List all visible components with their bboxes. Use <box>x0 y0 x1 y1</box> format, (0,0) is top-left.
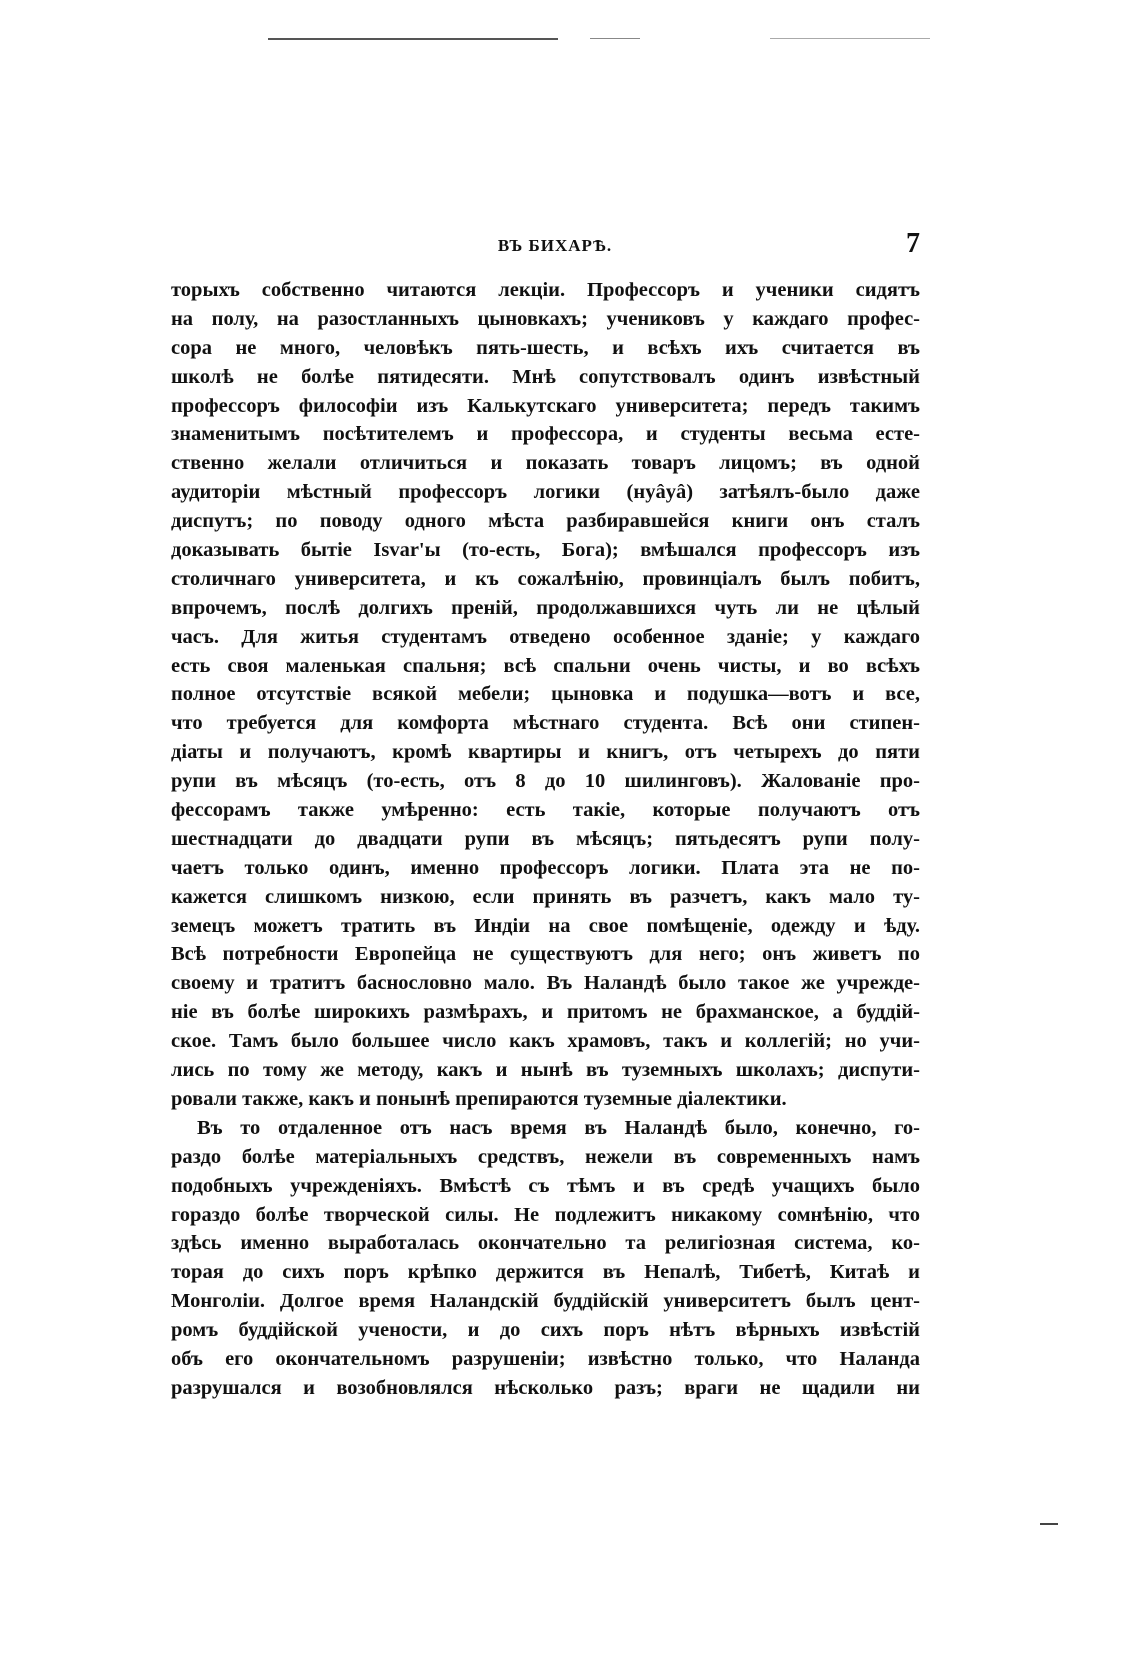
text-line: лись по тому же методу, какъ и нынѣ въ туземныхъ школахъ; диспути- <box>171 1059 920 1082</box>
text-line: Въ то отдаленное отъ насъ время въ Наландѣ было, конечно, го- <box>197 1116 920 1139</box>
top-rule-mid <box>590 38 640 39</box>
text-line: чаетъ только одинъ, именно профессоръ логики. Плата эта не по- <box>171 856 920 879</box>
text-line: фессорамъ также умѣренно: есть такіе, которые получаютъ отъ <box>171 799 920 822</box>
text-line: что требуется для комфорта мѣстнаго студента. Всѣ они стипен- <box>171 712 920 735</box>
text-line: впрочемъ, послѣ долгихъ преній, продолжавшихся чуть ли не цѣлый <box>171 596 920 619</box>
text-line: диспутъ; по поводу одного мѣста разбиравшейся книги онъ сталъ <box>171 510 920 533</box>
text-line: подобныхъ учрежденіяхъ. Вмѣстѣ съ тѣмъ и въ средѣ учащихъ было <box>171 1174 920 1197</box>
text-line: школѣ не болѣе пятидесяти. Мнѣ сопутствовалъ одинъ извѣстный <box>171 365 920 388</box>
text-line: Монголіи. Долгое время Наландскій буддійскій университетъ былъ цент- <box>171 1290 920 1313</box>
text-line: профессоръ философіи изъ Калькутскаго университета; передъ такимъ <box>171 394 920 417</box>
text-line: разрушался и возобновлялся нѣсколько разъ; враги не щадили ни <box>171 1376 920 1399</box>
text-line: ровали также, какъ и понынѣ препираются туземные діалектики. <box>171 1087 787 1110</box>
text-line: знаменитымъ посѣтителемъ и профессора, и студенты весьма есте- <box>171 423 920 446</box>
text-line: раздо болѣе матеріальныхъ средствъ, нежели въ современныхъ намъ <box>171 1145 920 1168</box>
text-line: торая до сихъ поръ крѣпко держится въ Непалѣ, Тибетѣ, Китаѣ и <box>171 1261 920 1284</box>
running-header: ВЪ БИХАРѢ. <box>497 236 613 255</box>
text-line: ніе въ болѣе широкихъ размѣрахъ, и притомъ не брахманское, а буддій- <box>171 1001 920 1024</box>
text-line: кажется слишкомъ низкою, если принять въ разчетъ, какъ мало ту- <box>171 885 920 908</box>
paragraph-2 <box>171 1114 920 1403</box>
text-line: часъ. Для житья студентамъ отведено особенное зданіе; у каждаго <box>171 625 920 648</box>
text-line: шестнадцати до двадцати рупи въ мѣсяцъ; пятьдесятъ рупи полу- <box>171 827 920 850</box>
text-line: здѣсь именно выработалась окончательно та религіозная система, ко- <box>171 1232 920 1255</box>
text-line: аудиторіи мѣстный профессоръ логики (нуâyâ) затѣялъ-было даже <box>171 481 920 504</box>
text-line: ское. Тамъ было большее число какъ храмовъ, такъ и коллегій; но учи- <box>171 1030 920 1053</box>
text-line: Всѣ потребности Европейца не существуютъ для него; онъ живетъ по <box>171 943 920 966</box>
text-line: есть своя маленькая спальня; всѣ спальни очень чисты, и во всѣхъ <box>171 654 920 677</box>
text-line: земецъ можетъ тратить въ Индіи на свое помѣщеніе, одежду и ѣду. <box>171 914 920 937</box>
page-number: 7 <box>906 228 920 259</box>
margin-mark <box>1040 1523 1058 1525</box>
text-line: сора не много, человѣкъ пять-шесть, и всѣхъ ихъ считается въ <box>171 336 920 359</box>
text-line: діаты и получаютъ, кромѣ квартиры и книгъ, отъ четырехъ до пяти <box>171 741 920 764</box>
text-line: столичнаго университета, и къ сожалѣнію, провинціалъ былъ побитъ, <box>171 567 920 590</box>
text-line: гораздо болѣе творческой силы. Не подлежитъ никакому сомнѣнію, что <box>171 1203 920 1226</box>
text-line: своему и тратитъ баснословно мало. Въ Наландѣ было такое же учрежде- <box>171 972 920 995</box>
text-line: ственно желали отличиться и показать товаръ лицомъ; въ одной <box>171 452 920 475</box>
text-line: полное отсутствіе всякой мебели; цыновка и подушка—вотъ и все, <box>171 683 920 706</box>
text-line: доказывать бытіе Isvar'ы (то-есть, Бога); вмѣшался профессоръ изъ <box>171 539 920 562</box>
text-line: ромъ буддійской учености, и до сихъ поръ нѣтъ вѣрныхъ извѣстій <box>171 1319 920 1342</box>
text-line: рупи въ мѣсяцъ (то-есть, отъ 8 до 10 шилинговъ). Жалованіе про- <box>171 770 920 793</box>
top-rule-right <box>770 38 930 39</box>
paragraph-1 <box>171 276 920 1114</box>
text-line: на полу, на разостланныхъ цыновкахъ; учениковъ у каждаго профес- <box>171 307 920 330</box>
top-rule-left <box>268 38 558 40</box>
text-line: объ его окончательномъ разрушеніи; извѣстно только, что Наланда <box>171 1347 920 1370</box>
page-body <box>171 276 920 1403</box>
text-line: торыхъ собственно читаются лекціи. Профессоръ и ученики сидятъ <box>171 279 920 301</box>
